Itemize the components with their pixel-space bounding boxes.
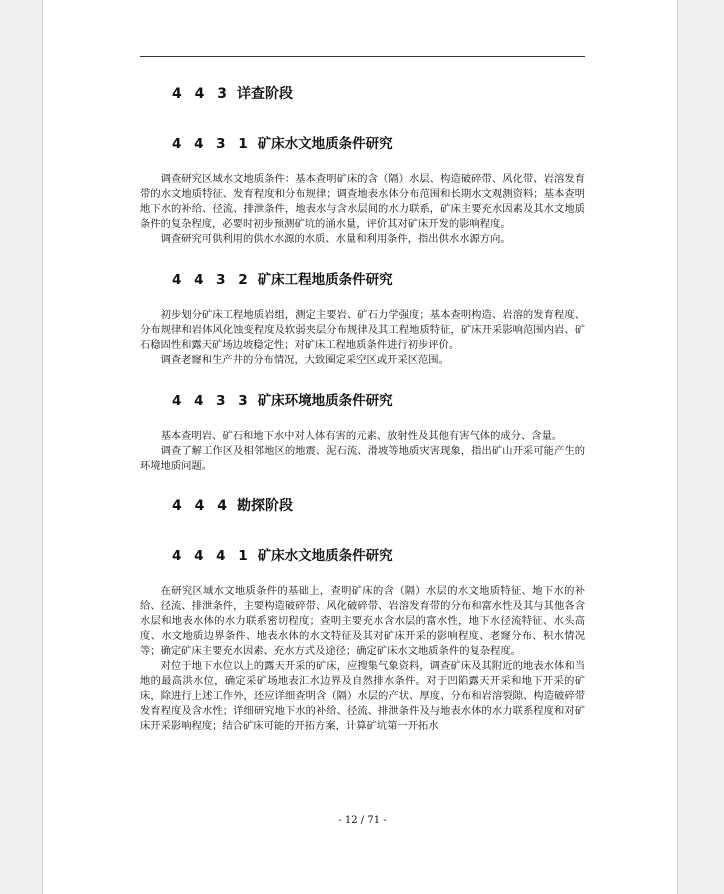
header-rule <box>140 56 585 57</box>
paragraph: 调查研究区域水文地质条件：基本查明矿床的含（隔）水层、构造破碎带、风化带、岩溶发育带的水文地质特征、发育程度和分布规律；调查地表水体分布范围和长期水文观测资料；基本查明地下水的补给、径流、排泄条件，地表水与含水层间的水力联系，矿床主要充水因素及其水文地质条件的复杂程度，必要时初步预测矿坑的涌水量，评价其对矿床开发的影响程度。 <box>140 173 585 230</box>
heading-title: 矿床水文地质条件研究 <box>257 548 393 564</box>
heading-4432 <box>172 268 585 288</box>
paragraph: 在研究区域水文地质条件的基础上，查明矿床的含（隔）水层的水文地质特征、地下水的补给、径流、排泄条件，主要构造破碎带、风化破碎带、岩溶发育带的分布和富水性及其与其他各含水层和地表水体的水力联系密切程度；查明主要充水含水层的富水性，地下水径流特征、水头高度、水文地质边界条件、地表水体的水文特征及其对矿床开采的影响程度、老窿分布、积水情况等；确定矿床主要充水因素、充水方式及途径；确定矿床水文地质条件的复杂程度。 <box>140 585 585 657</box>
paragraph: 调查研究可供利用的供水水源的水质、水量和利用条件，指出供水水源方向。 <box>160 233 511 245</box>
heading-443 <box>172 83 585 103</box>
heading-number: 4 4 4 1 <box>172 548 252 564</box>
paragraph: 对位于地下水位以上的露天开采的矿床，应搜集气象资料，调查矿床及其附近的地表水体和当地的最高洪水位，确定采矿场地表汇水边界及自然排水条件。对于凹陷露天开采和地下开采的矿床，除进行上述工作外，还应详细查明含（隔）水层的产状、厚度、分布和岩溶裂隙、构造破碎带发育程度及含水性；详细研究地下水的补给、径流、排泄条件及与地表水体的水力联系程度和对矿床开采影响程度；结合矿床可能的开拓方案，计算矿坑第一开拓水 <box>140 660 585 732</box>
page-number: - 12 / 71 - <box>338 815 387 826</box>
paragraph: 基本查明岩、矿石和地下水中对人体有害的元素、放射性及其他有害气体的成分、含量。 <box>160 430 563 442</box>
heading-title: 详查阶段 <box>236 86 293 102</box>
heading-title: 勘探阶段 <box>236 498 293 514</box>
heading-number: 4 4 3 3 <box>172 393 252 409</box>
paragraph: 调查老窿和生产井的分布情况，大致圈定采空区或开采区范围。 <box>160 354 449 366</box>
heading-number: 4 4 3 <box>172 86 231 102</box>
heading-number: 4 4 4 <box>172 498 231 514</box>
heading-number: 4 4 3 2 <box>172 272 252 288</box>
heading-number: 4 4 3 1 <box>172 136 252 152</box>
heading-4433 <box>172 389 585 409</box>
heading-4441 <box>172 544 585 564</box>
heading-title: 矿床水文地质条件研究 <box>257 136 393 152</box>
paragraph: 调查了解工作区及相邻地区的地震、泥石流、滑坡等地质灾害现象，指出矿山开采可能产生的环境地质问题。 <box>140 445 585 472</box>
heading-4431 <box>172 132 585 152</box>
heading-444 <box>172 495 585 515</box>
heading-title: 矿床环境地质条件研究 <box>257 393 393 409</box>
paragraph: 初步划分矿床工程地质岩组，测定主要岩、矿石力学强度；基本查明构造、岩溶的发育程度、分布规律和岩体风化蚀变程度及软弱夹层分布规律及其工程地质特征，矿床开采影响范围内岩、矿石稳固性和露天矿场边坡稳定性；对矿床工程地质条件进行初步评价。 <box>140 309 585 351</box>
heading-title: 矿床工程地质条件研究 <box>257 272 393 288</box>
page-content <box>140 70 585 734</box>
